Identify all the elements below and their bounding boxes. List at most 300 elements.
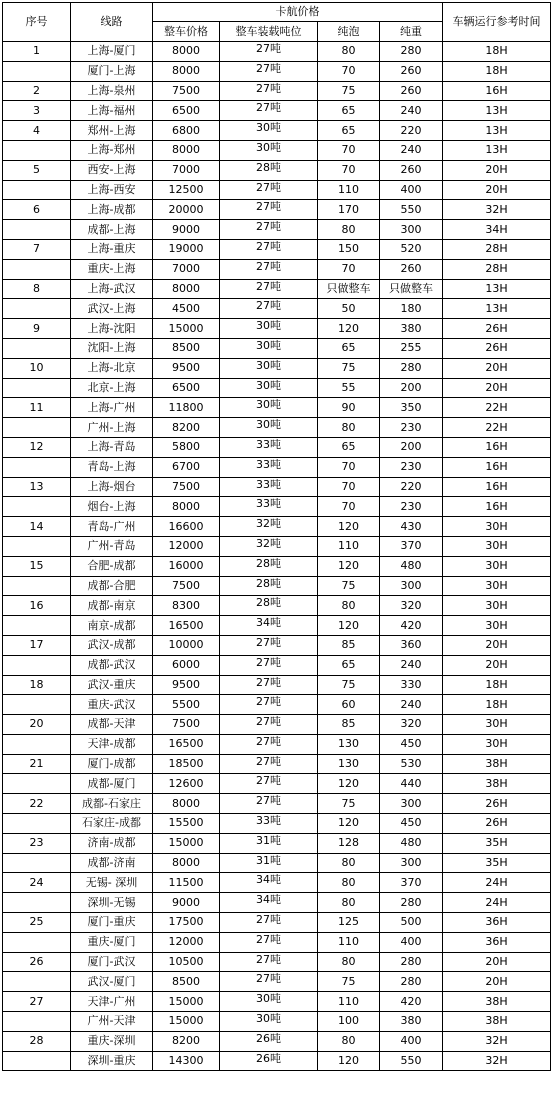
- table-row: [3, 338, 551, 358]
- cell-seq: [3, 1051, 71, 1071]
- cell-seq: 27: [3, 992, 71, 1012]
- cell-seq: 10: [3, 358, 71, 378]
- cell-volume: 65: [318, 437, 380, 457]
- cell-time: 26H: [443, 338, 551, 358]
- cell-time: 18H: [443, 695, 551, 715]
- cell-time: 30H: [443, 517, 551, 537]
- cell-price: 12500: [153, 180, 220, 200]
- cell-weight: 480: [380, 833, 443, 853]
- cell-volume: 85: [318, 635, 380, 655]
- cell-price: 14300: [153, 1051, 220, 1071]
- cell-weight: 280: [380, 42, 443, 62]
- cell-price: 16500: [153, 734, 220, 754]
- cell-volume: 50: [318, 299, 380, 319]
- cell-price: 6500: [153, 101, 220, 121]
- cell-volume: 75: [318, 675, 380, 695]
- cell-price: 8500: [153, 338, 220, 358]
- cell-route: 上海-成都: [71, 200, 153, 220]
- cell-weight: 530: [380, 754, 443, 774]
- cell-volume: 70: [318, 140, 380, 160]
- cell-time: 30H: [443, 596, 551, 616]
- cell-weight: 230: [380, 497, 443, 517]
- table-row: [3, 932, 551, 952]
- table-row: [3, 774, 551, 794]
- cell-route: 上海-郑州: [71, 140, 153, 160]
- table-row: [3, 833, 551, 853]
- cell-time: 36H: [443, 932, 551, 952]
- cell-seq: [3, 180, 71, 200]
- table-row: [3, 556, 551, 576]
- cell-weight: 550: [380, 1051, 443, 1071]
- cell-time: 38H: [443, 754, 551, 774]
- cell-route: 广州-青岛: [71, 536, 153, 556]
- cell-tonnage: 27吨: [220, 635, 318, 655]
- cell-time: 24H: [443, 873, 551, 893]
- cell-route: 武汉-厦门: [71, 972, 153, 992]
- table-row: [3, 814, 551, 834]
- cell-route: 成都-武汉: [71, 655, 153, 675]
- cell-price: 9500: [153, 675, 220, 695]
- cell-price: 6700: [153, 457, 220, 477]
- cell-seq: 20: [3, 715, 71, 735]
- cell-weight: 260: [380, 259, 443, 279]
- table-row: [3, 121, 551, 141]
- cell-weight: 240: [380, 101, 443, 121]
- cell-tonnage: 30吨: [220, 418, 318, 438]
- cell-volume: 110: [318, 992, 380, 1012]
- cell-seq: [3, 932, 71, 952]
- cell-tonnage: 30吨: [220, 338, 318, 358]
- cell-volume: 110: [318, 536, 380, 556]
- cell-volume: 150: [318, 239, 380, 259]
- cell-route: 南京-成都: [71, 616, 153, 636]
- cell-seq: 2: [3, 81, 71, 101]
- cell-weight: 380: [380, 1012, 443, 1032]
- cell-route: 合肥-成都: [71, 556, 153, 576]
- cell-time: 13H: [443, 279, 551, 299]
- cell-weight: 260: [380, 81, 443, 101]
- table-row: [3, 536, 551, 556]
- cell-tonnage: 27吨: [220, 42, 318, 62]
- cell-route: 无锡- 深圳: [71, 873, 153, 893]
- cell-weight: 320: [380, 715, 443, 735]
- table-header: [3, 3, 551, 42]
- cell-route: 济南-成都: [71, 833, 153, 853]
- cell-volume: 80: [318, 873, 380, 893]
- cell-route: 上海-武汉: [71, 279, 153, 299]
- cell-volume: 125: [318, 913, 380, 933]
- cell-seq: 11: [3, 398, 71, 418]
- cell-seq: 15: [3, 556, 71, 576]
- cell-price: 19000: [153, 239, 220, 259]
- cell-weight: 430: [380, 517, 443, 537]
- cell-weight: 280: [380, 358, 443, 378]
- table-body: [3, 42, 551, 1071]
- cell-time: 13H: [443, 121, 551, 141]
- cell-weight: 200: [380, 437, 443, 457]
- cell-time: 35H: [443, 853, 551, 873]
- table-row: [3, 695, 551, 715]
- cell-time: 30H: [443, 616, 551, 636]
- cell-time: 16H: [443, 81, 551, 101]
- table-row: [3, 1051, 551, 1071]
- cell-weight: 370: [380, 536, 443, 556]
- cell-seq: [3, 695, 71, 715]
- table-row: [3, 893, 551, 913]
- cell-price: 16600: [153, 517, 220, 537]
- cell-tonnage: 28吨: [220, 596, 318, 616]
- cell-time: 13H: [443, 140, 551, 160]
- cell-price: 9000: [153, 893, 220, 913]
- cell-weight: 440: [380, 774, 443, 794]
- cell-tonnage: 27吨: [220, 279, 318, 299]
- cell-weight: 330: [380, 675, 443, 695]
- cell-volume: 70: [318, 477, 380, 497]
- cell-seq: [3, 853, 71, 873]
- cell-route: 成都-厦门: [71, 774, 153, 794]
- cell-seq: [3, 616, 71, 636]
- cell-tonnage: 27吨: [220, 695, 318, 715]
- cell-time: 38H: [443, 1012, 551, 1032]
- cell-route: 上海-北京: [71, 358, 153, 378]
- cell-route: 西安-上海: [71, 160, 153, 180]
- cell-weight: 220: [380, 477, 443, 497]
- cell-tonnage: 27吨: [220, 675, 318, 695]
- cell-time: 20H: [443, 160, 551, 180]
- cell-time: 16H: [443, 457, 551, 477]
- cell-tonnage: 27吨: [220, 655, 318, 675]
- cell-volume: 70: [318, 61, 380, 81]
- table-row: [3, 200, 551, 220]
- cell-route: 上海-西安: [71, 180, 153, 200]
- cell-weight: 300: [380, 853, 443, 873]
- cell-volume: 65: [318, 338, 380, 358]
- cell-price: 6500: [153, 378, 220, 398]
- cell-time: 20H: [443, 952, 551, 972]
- table-row: [3, 635, 551, 655]
- cell-time: 30H: [443, 536, 551, 556]
- cell-seq: [3, 457, 71, 477]
- cell-seq: 4: [3, 121, 71, 141]
- cell-time: 22H: [443, 418, 551, 438]
- cell-price: 12600: [153, 774, 220, 794]
- cell-seq: [3, 814, 71, 834]
- cell-weight: 300: [380, 220, 443, 240]
- cell-route: 上海-福州: [71, 101, 153, 121]
- cell-tonnage: 26吨: [220, 1051, 318, 1071]
- cell-seq: [3, 1012, 71, 1032]
- cell-price: 8000: [153, 497, 220, 517]
- cell-route: 深圳-无锡: [71, 893, 153, 913]
- cell-tonnage: 30吨: [220, 358, 318, 378]
- cell-volume: 55: [318, 378, 380, 398]
- cell-volume: 只做整车: [318, 279, 380, 299]
- cell-price: 6800: [153, 121, 220, 141]
- cell-weight: 只做整车: [380, 279, 443, 299]
- cell-seq: 25: [3, 913, 71, 933]
- cell-weight: 420: [380, 992, 443, 1012]
- cell-tonnage: 30吨: [220, 319, 318, 339]
- cell-route: 上海-广州: [71, 398, 153, 418]
- cell-volume: 80: [318, 418, 380, 438]
- table-row: [3, 1012, 551, 1032]
- cell-route: 北京-上海: [71, 378, 153, 398]
- cell-weight: 350: [380, 398, 443, 418]
- cell-tonnage: 33吨: [220, 814, 318, 834]
- cell-price: 4500: [153, 299, 220, 319]
- table-row: [3, 616, 551, 636]
- table-row: [3, 378, 551, 398]
- cell-time: 20H: [443, 358, 551, 378]
- cell-price: 7000: [153, 259, 220, 279]
- cell-tonnage: 30吨: [220, 378, 318, 398]
- cell-volume: 120: [318, 1051, 380, 1071]
- cell-price: 20000: [153, 200, 220, 220]
- cell-weight: 240: [380, 695, 443, 715]
- table-row: [3, 992, 551, 1012]
- cell-price: 7500: [153, 477, 220, 497]
- cell-seq: [3, 378, 71, 398]
- table-row: [3, 1031, 551, 1051]
- cell-tonnage: 27吨: [220, 913, 318, 933]
- cell-tonnage: 27吨: [220, 299, 318, 319]
- table-row: [3, 715, 551, 735]
- cell-tonnage: 33吨: [220, 457, 318, 477]
- cell-tonnage: 27吨: [220, 734, 318, 754]
- cell-price: 8000: [153, 61, 220, 81]
- cell-weight: 400: [380, 932, 443, 952]
- cell-tonnage: 27吨: [220, 754, 318, 774]
- header-route: 线路: [71, 3, 153, 42]
- cell-volume: 85: [318, 715, 380, 735]
- table-row: [3, 180, 551, 200]
- cell-time: 16H: [443, 437, 551, 457]
- table-row: [3, 220, 551, 240]
- cell-tonnage: 31吨: [220, 853, 318, 873]
- cell-weight: 200: [380, 378, 443, 398]
- cell-time: 24H: [443, 893, 551, 913]
- cell-time: 30H: [443, 715, 551, 735]
- cell-weight: 180: [380, 299, 443, 319]
- cell-weight: 370: [380, 873, 443, 893]
- cell-time: 38H: [443, 774, 551, 794]
- cell-seq: 6: [3, 200, 71, 220]
- table-row: [3, 734, 551, 754]
- cell-weight: 260: [380, 61, 443, 81]
- cell-price: 8000: [153, 853, 220, 873]
- cell-seq: [3, 497, 71, 517]
- cell-time: 26H: [443, 319, 551, 339]
- cell-tonnage: 27吨: [220, 794, 318, 814]
- cell-route: 烟台-上海: [71, 497, 153, 517]
- cell-tonnage: 27吨: [220, 81, 318, 101]
- table-row: [3, 239, 551, 259]
- cell-route: 成都-天津: [71, 715, 153, 735]
- header-weight: 纯重: [380, 22, 443, 42]
- cell-seq: 8: [3, 279, 71, 299]
- cell-time: 16H: [443, 497, 551, 517]
- cell-seq: [3, 972, 71, 992]
- cell-route: 沈阳-上海: [71, 338, 153, 358]
- cell-tonnage: 33吨: [220, 497, 318, 517]
- cell-seq: [3, 655, 71, 675]
- cell-volume: 80: [318, 952, 380, 972]
- table-row: [3, 437, 551, 457]
- cell-route: 成都-上海: [71, 220, 153, 240]
- table-row: [3, 853, 551, 873]
- cell-volume: 70: [318, 259, 380, 279]
- cell-volume: 70: [318, 497, 380, 517]
- cell-tonnage: 30吨: [220, 398, 318, 418]
- cell-volume: 70: [318, 457, 380, 477]
- cell-tonnage: 30吨: [220, 992, 318, 1012]
- cell-route: 石家庄-成都: [71, 814, 153, 834]
- cell-volume: 80: [318, 893, 380, 913]
- cell-time: 28H: [443, 259, 551, 279]
- cell-seq: 13: [3, 477, 71, 497]
- table-row: [3, 794, 551, 814]
- cell-route: 武汉-重庆: [71, 675, 153, 695]
- cell-price: 8200: [153, 418, 220, 438]
- table-row: [3, 61, 551, 81]
- table-row: [3, 675, 551, 695]
- cell-seq: 23: [3, 833, 71, 853]
- table-row: [3, 873, 551, 893]
- table-row: [3, 596, 551, 616]
- cell-volume: 110: [318, 180, 380, 200]
- cell-time: 32H: [443, 200, 551, 220]
- cell-route: 天津-广州: [71, 992, 153, 1012]
- header-price: 整车价格: [153, 22, 220, 42]
- cell-time: 18H: [443, 42, 551, 62]
- cell-weight: 230: [380, 457, 443, 477]
- cell-tonnage: 27吨: [220, 180, 318, 200]
- cell-price: 15000: [153, 319, 220, 339]
- cell-volume: 120: [318, 517, 380, 537]
- cell-seq: [3, 61, 71, 81]
- cell-price: 16500: [153, 616, 220, 636]
- cell-weight: 280: [380, 893, 443, 913]
- cell-tonnage: 34吨: [220, 873, 318, 893]
- cell-volume: 60: [318, 695, 380, 715]
- cell-seq: 28: [3, 1031, 71, 1051]
- cell-weight: 240: [380, 140, 443, 160]
- cell-seq: 22: [3, 794, 71, 814]
- table-row: [3, 101, 551, 121]
- cell-tonnage: 28吨: [220, 556, 318, 576]
- cell-weight: 450: [380, 734, 443, 754]
- cell-time: 13H: [443, 299, 551, 319]
- cell-seq: 14: [3, 517, 71, 537]
- cell-route: 厦门-成都: [71, 754, 153, 774]
- cell-weight: 380: [380, 319, 443, 339]
- cell-seq: 24: [3, 873, 71, 893]
- cell-route: 重庆-上海: [71, 259, 153, 279]
- cell-tonnage: 28吨: [220, 576, 318, 596]
- cell-weight: 500: [380, 913, 443, 933]
- table-row: [3, 754, 551, 774]
- cell-tonnage: 33吨: [220, 477, 318, 497]
- cell-time: 26H: [443, 814, 551, 834]
- cell-seq: [3, 140, 71, 160]
- cell-weight: 550: [380, 200, 443, 220]
- cell-volume: 90: [318, 398, 380, 418]
- cell-volume: 75: [318, 972, 380, 992]
- cell-time: 35H: [443, 833, 551, 853]
- cell-weight: 280: [380, 952, 443, 972]
- cell-tonnage: 27吨: [220, 952, 318, 972]
- cell-volume: 75: [318, 81, 380, 101]
- cell-time: 30H: [443, 576, 551, 596]
- cell-seq: [3, 576, 71, 596]
- cell-price: 18500: [153, 754, 220, 774]
- cell-time: 20H: [443, 655, 551, 675]
- cell-seq: 17: [3, 635, 71, 655]
- cell-volume: 80: [318, 1031, 380, 1051]
- cell-price: 8000: [153, 42, 220, 62]
- cell-tonnage: 27吨: [220, 774, 318, 794]
- cell-route: 上海-青岛: [71, 437, 153, 457]
- cell-time: 38H: [443, 992, 551, 1012]
- cell-weight: 400: [380, 180, 443, 200]
- cell-time: 22H: [443, 398, 551, 418]
- cell-route: 深圳-重庆: [71, 1051, 153, 1071]
- table-row: [3, 319, 551, 339]
- cell-route: 青岛-广州: [71, 517, 153, 537]
- cell-route: 上海-泉州: [71, 81, 153, 101]
- cell-price: 15500: [153, 814, 220, 834]
- header-row-top: [3, 3, 551, 22]
- cell-route: 青岛-上海: [71, 457, 153, 477]
- cell-weight: 300: [380, 794, 443, 814]
- freight-price-table: [2, 2, 551, 1071]
- cell-route: 厦门-武汉: [71, 952, 153, 972]
- cell-time: 28H: [443, 239, 551, 259]
- cell-weight: 280: [380, 972, 443, 992]
- cell-route: 广州-上海: [71, 418, 153, 438]
- table-row: [3, 279, 551, 299]
- cell-time: 20H: [443, 635, 551, 655]
- cell-volume: 120: [318, 774, 380, 794]
- cell-tonnage: 27吨: [220, 200, 318, 220]
- cell-weight: 300: [380, 576, 443, 596]
- cell-route: 成都-济南: [71, 853, 153, 873]
- cell-tonnage: 27吨: [220, 220, 318, 240]
- header-seq: 序号: [3, 3, 71, 42]
- cell-price: 17500: [153, 913, 220, 933]
- cell-volume: 80: [318, 853, 380, 873]
- cell-tonnage: 31吨: [220, 833, 318, 853]
- cell-seq: 12: [3, 437, 71, 457]
- cell-time: 13H: [443, 101, 551, 121]
- freight-table-container: [2, 2, 551, 1071]
- cell-route: 成都-石家庄: [71, 794, 153, 814]
- cell-price: 9500: [153, 358, 220, 378]
- cell-weight: 420: [380, 616, 443, 636]
- cell-price: 8000: [153, 140, 220, 160]
- cell-volume: 75: [318, 576, 380, 596]
- cell-tonnage: 30吨: [220, 140, 318, 160]
- cell-tonnage: 27吨: [220, 972, 318, 992]
- cell-price: 8000: [153, 279, 220, 299]
- cell-route: 成都-南京: [71, 596, 153, 616]
- cell-seq: [3, 338, 71, 358]
- cell-route: 重庆-深圳: [71, 1031, 153, 1051]
- cell-price: 12000: [153, 536, 220, 556]
- cell-seq: [3, 893, 71, 913]
- cell-price: 8500: [153, 972, 220, 992]
- cell-route: 上海-厦门: [71, 42, 153, 62]
